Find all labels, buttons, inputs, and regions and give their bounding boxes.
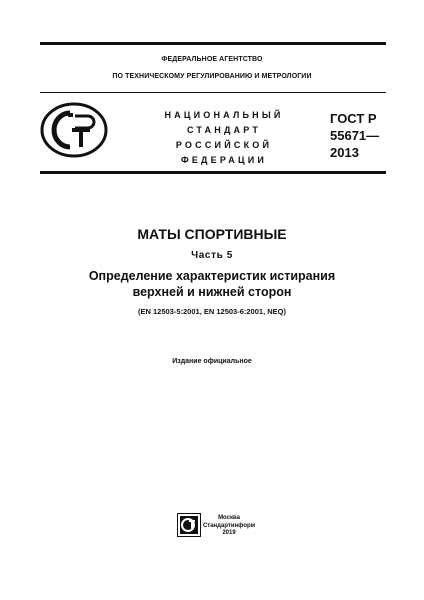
- subtitle-line: верхней и нижней сторон: [132, 285, 292, 299]
- national-line: РОССИЙСКОЙ: [175, 140, 273, 150]
- national-line: СТАНДАРТ: [186, 125, 262, 135]
- block-rule: [40, 171, 386, 174]
- agency-name-line1: ФЕДЕРАЛЬНОЕ АГЕНТСТВО: [161, 56, 263, 63]
- standard-code-line: 2013: [330, 145, 359, 160]
- subtitle-line: Определение характеристик истирания: [88, 269, 336, 283]
- document-part: Часть 5: [191, 250, 233, 261]
- national-line: НАЦИОНАЛЬНЫЙ: [164, 110, 284, 120]
- publisher-year: 2019: [222, 530, 236, 536]
- document-subtitle: [0, 268, 424, 300]
- gost-r-emblem-icon: [40, 101, 108, 159]
- publisher-info: [198, 515, 260, 538]
- national-line: ФЕДЕРАЦИИ: [180, 155, 268, 165]
- standard-code-line: 55671—: [330, 128, 380, 143]
- header-rule: [40, 92, 386, 93]
- top-rule: [40, 42, 386, 45]
- standard-references: (EN 12503-5:2001, EN 12503-6:2001, NEQ): [137, 307, 286, 316]
- publisher-city: Москва: [218, 515, 240, 521]
- agency-name-line2: ПО ТЕХНИЧЕСКОМУ РЕГУЛИРОВАНИЮ И МЕТРОЛОГИИ: [112, 73, 312, 80]
- gost-r-emblem: [40, 101, 108, 159]
- standard-code: [330, 110, 379, 161]
- edition-label: Издание официальное: [172, 358, 252, 365]
- document-title: МАТЫ СПОРТИВНЫЕ: [137, 226, 287, 242]
- standard-code-line: ГОСТ Р: [330, 111, 377, 126]
- national-standard-label: [154, 108, 294, 168]
- publisher-name: Стандартинформ: [202, 522, 256, 529]
